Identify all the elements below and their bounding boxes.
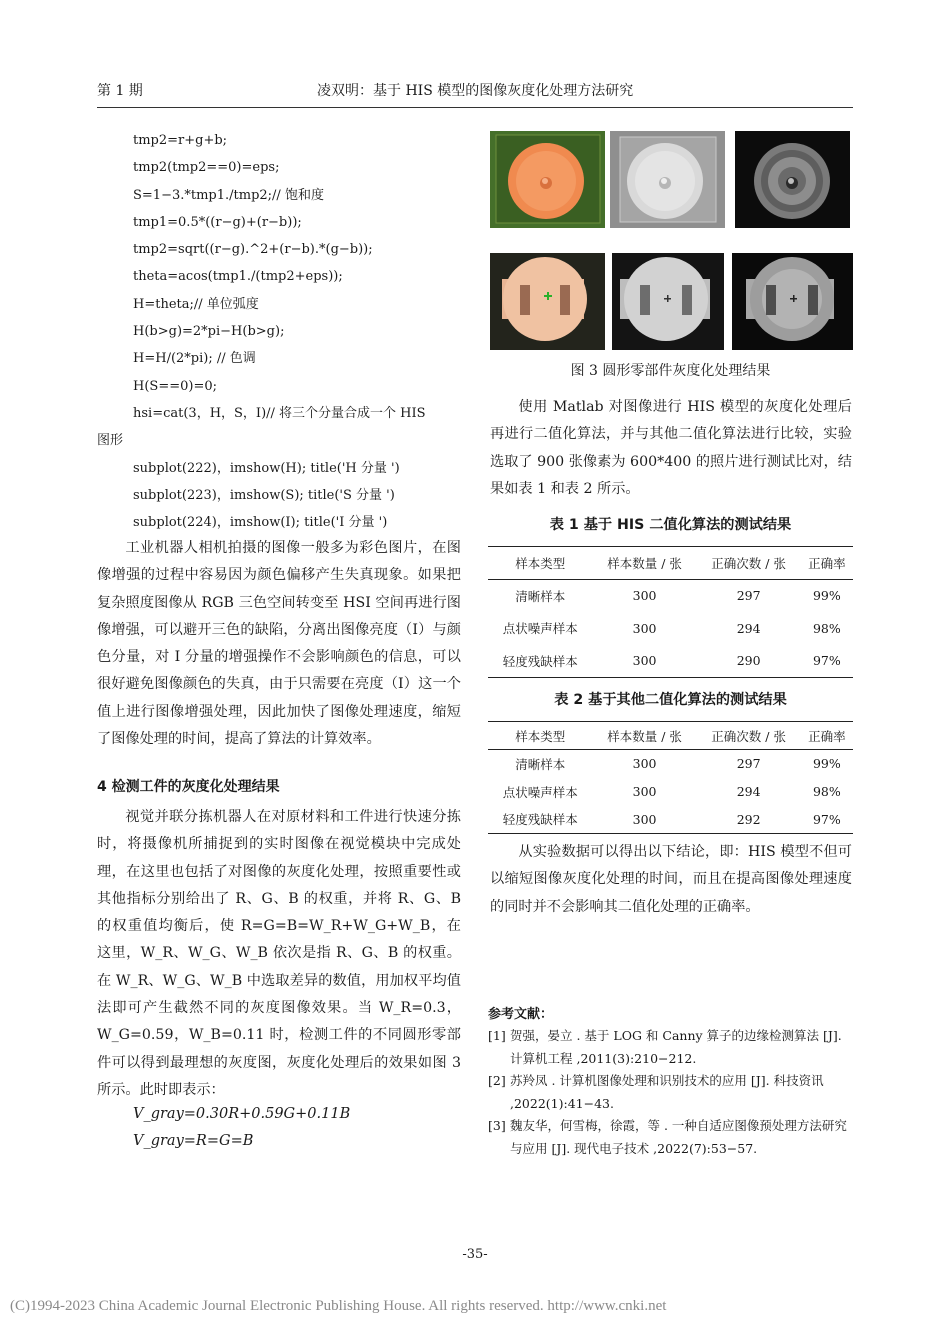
references-heading: 参考文献： <box>488 1007 554 1022</box>
column-header: 样本类型 <box>488 547 593 580</box>
running-title: 凌双明：基于 HIS 模型的图像灰度化处理方法研究 <box>317 83 634 99</box>
color-slotted-part-image <box>490 253 605 350</box>
column-header: 样本数量 / 张 <box>593 722 697 750</box>
reference-text: 苏羚凤 . 计算机图像处理和识别技术的应用 [J]. 科技资讯 ,2022(1):41−43. <box>510 1073 824 1111</box>
table-cell: 300 <box>593 806 697 834</box>
table-cell: 300 <box>632 620 657 636</box>
copyright-watermark: (C)1994-2023 China Academic Journal Electronic Publishing House. All rights reserved. http://www.cnki.net <box>10 1298 667 1314</box>
code-line: subplot(222)，imshow(H); title('H 分量 ') <box>133 460 400 476</box>
table-cell: 292 <box>697 806 801 834</box>
table-row <box>488 750 853 778</box>
table-cell: 清晰样本 <box>515 756 566 772</box>
reference-number: [1] <box>488 1028 506 1043</box>
table-cell: 轻度残缺样本 <box>488 645 593 678</box>
enhanced-part-image <box>735 131 850 228</box>
paragraph-text: 从实验数据可以得出以下结论，即：HIS 模型不但可以缩短图像灰度化处理的时间，而且在提高图像处理速度的同时并不会影响其二值化处理的正确率。 <box>490 844 852 915</box>
header-rule <box>97 107 853 108</box>
code-line: H=theta;// 单位弧度 <box>133 296 259 312</box>
results-table-2 <box>488 721 853 834</box>
body-paragraph <box>97 535 461 753</box>
column-header: 正确次数 / 张 <box>697 547 801 580</box>
table-row <box>488 778 853 806</box>
gray-slotted-part-image <box>612 253 724 350</box>
running-header <box>97 80 853 104</box>
table-caption: 表 2 基于其他二值化算法的测试结果 <box>554 692 787 708</box>
formula: V_gray=R=G=B <box>133 1133 254 1149</box>
table-cell: 294 <box>736 620 761 636</box>
table-cell: 97% <box>801 645 853 678</box>
reference-text: 魏友华，何雪梅，徐霞，等 . 一种自适应图像预处理方法研究与应用 [J]. 现代电子技术 ,2022(7):53−57. <box>510 1118 847 1156</box>
code-listing <box>97 127 468 536</box>
reference-text: 贺强，晏立 . 基于 LOG 和 Canny 算子的边缘检测算法 [J]. 计算机工程 ,2011(3):210−212. <box>510 1028 842 1066</box>
column-header: 样本类型 <box>488 722 593 750</box>
table-cell: 297 <box>736 588 761 604</box>
table-row <box>488 645 853 678</box>
section-heading: 4 检测工件的灰度化处理结果 <box>97 779 280 795</box>
table-row <box>488 806 853 834</box>
table-cell: 294 <box>736 784 761 799</box>
paragraph-text: 视觉并联分拣机器人在对原材料和工件进行快速分拣时，将摄像机所捕捉到的实时图像在视觉模块中完成处理，在这里也包括了对图像的灰度化处理，按照重要性或其他指标分别给出了 R、G、B 的权重，并将 R、G、B 的权重值均衡后，使 R=G=B=W_R+W_G+W_B，在这里，W_R、W_G、W_B 依次是指 R、G、B 的权重。在 W_R、W_G、W_B 中选取差异的数值，用加权平均值法即可产生截然不同的灰度图像效果。当 W_R=0.3，W_G=0.59，W_B=0.11 时，检测工件的不同圆形零部件可以得到最理想的灰度图，灰度化处理后的效果如图 3 所示。此时即表示： <box>97 809 461 1098</box>
table-cell: 98% <box>812 620 841 636</box>
table-row <box>488 580 853 612</box>
table-cell: 97% <box>801 806 853 834</box>
reference-number: [2] <box>488 1073 506 1088</box>
code-line: 图形 <box>97 433 124 449</box>
column-header: 正确率 <box>801 722 853 750</box>
code-line: theta=acos(tmp1./(tmp2+eps)); <box>133 269 343 285</box>
enhanced-slotted-part-image <box>732 253 853 350</box>
code-line: H=H/(2*pi); // 色调 <box>133 351 256 367</box>
page-number: -35- <box>462 1247 488 1262</box>
reference-item <box>488 1070 856 1115</box>
table-cell: 清晰样本 <box>515 588 566 604</box>
results-table-1 <box>488 546 853 678</box>
issue-number: 第 1 期 <box>97 83 143 99</box>
code-line: H(b>g)=2*pi−H(b>g); <box>133 324 285 340</box>
table-cell: 99% <box>812 756 841 772</box>
table-cell: 点状噪声样本 <box>502 784 578 800</box>
table-cell: 300 <box>632 756 657 772</box>
table-cell: 300 <box>632 588 657 604</box>
table-cell: 300 <box>593 645 697 678</box>
body-paragraph <box>490 394 852 503</box>
table-cell: 300 <box>632 784 657 799</box>
paragraph-text: 使用 Matlab 对图像进行 HIS 模型的灰度化处理后再进行二值化算法，并与其他二值化算法进行比较，实验选取了 900 张像素为 600*400 的照片进行测试比对，结果如表 1 和表 2 所示。 <box>490 399 852 497</box>
table-cell: 297 <box>736 756 761 772</box>
reference-item <box>488 1025 856 1070</box>
code-line: tmp1=0.5*((r−g)+(r−b)); <box>133 214 302 230</box>
table-cell: 轻度残缺样本 <box>488 806 593 834</box>
code-line: tmp2(tmp2==0)=eps; <box>133 160 280 176</box>
code-line: subplot(223)，imshow(S); title('S 分量 ') <box>133 487 395 503</box>
code-line: tmp2=r+g+b; <box>133 133 228 148</box>
column-header: 正确率 <box>801 547 853 580</box>
formula: V_gray=0.30R+0.59G+0.11B <box>133 1106 351 1122</box>
table-cell: 290 <box>697 645 801 678</box>
code-line: H(S==0)=0; <box>133 378 217 394</box>
table-cell: 99% <box>812 588 841 604</box>
reference-list <box>488 1025 856 1160</box>
color-part-image <box>490 131 605 228</box>
gray-part-image <box>610 131 725 228</box>
column-header: 样本数量 / 张 <box>593 547 697 580</box>
figure-caption: 图 3 圆形零部件灰度化处理结果 <box>570 363 771 379</box>
table-cell: 98% <box>812 784 841 799</box>
code-line: hsi=cat(3，H，S，I)// 将三个分量合成一个 HIS <box>133 405 426 421</box>
body-paragraph <box>97 804 461 1104</box>
code-line: tmp2=sqrt((r−g).^2+(r−b).*(g−b)); <box>133 242 373 258</box>
column-header: 正确次数 / 张 <box>697 722 801 750</box>
reference-item <box>488 1115 856 1160</box>
table-cell: 点状噪声样本 <box>502 621 578 636</box>
paragraph-text: 工业机器人相机拍摄的图像一般多为彩色图片，在图像增强的过程中容易因为颜色偏移产生失真现象。如果把复杂照度图像从 RGB 三色空间转变至 HSI 空间再进行图像增强，可以避开三色的缺陷，分离出图像亮度（I）与颜色分量，对 I 分量的增强操作不会影响颜色的信息，可以很好避免图像颜色的失真，由于只需要在亮度（I）这一个值上进行图像增强处理，因此加快了图像处理速度，缩短了图像处理的时间，提高了算法的计算效率。 <box>97 540 461 748</box>
table-row <box>488 612 853 645</box>
reference-number: [3] <box>488 1118 506 1133</box>
body-paragraph <box>490 839 852 921</box>
code-line: subplot(224)，imshow(I); title('I 分量 ') <box>133 515 388 531</box>
table-caption: 表 1 基于 HIS 二值化算法的测试结果 <box>549 517 792 533</box>
code-line: S=1−3.*tmp1./tmp2;// 饱和度 <box>133 187 324 203</box>
